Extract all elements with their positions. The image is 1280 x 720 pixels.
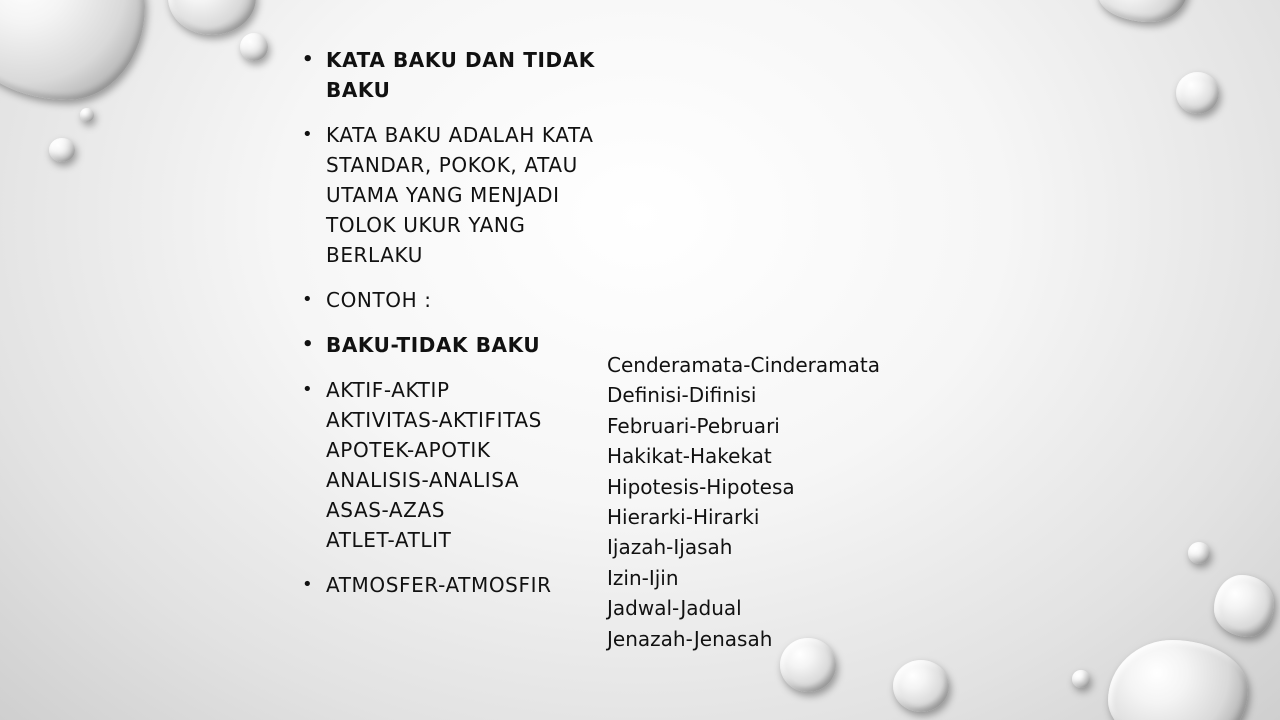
bullet-list <box>302 45 612 615</box>
bullet-line: • KATA BAKU DAN TIDAK <box>326 48 595 72</box>
word-pair: Jadwal-Jadual <box>607 596 742 621</box>
bullet-line: • ATMOSFER-ATMOSFIR <box>326 573 552 597</box>
bullet-line: • CONTOH : <box>326 288 432 312</box>
bullet-line: BERLAKU <box>326 243 423 267</box>
water-drop-decoration <box>0 0 145 100</box>
bullet-line: • BAKU-TIDAK BAKU <box>326 333 541 357</box>
word-pair: Ijazah-Ijasah <box>607 535 733 560</box>
water-drop-decoration <box>893 660 949 712</box>
word-pair: Jenazah-Jenasah <box>607 626 773 651</box>
water-drop-decoration <box>1214 575 1274 637</box>
water-drop-decoration <box>80 108 94 122</box>
word-pair-list <box>607 350 907 654</box>
bullet-line: ANALISIS-ANALISA <box>326 468 520 492</box>
bullet-item-heading <box>302 330 612 360</box>
bullet-line: ASAS-AZAS <box>326 498 446 522</box>
word-pair: Hipotesis-Hipotesa <box>607 474 795 499</box>
bullet-item-pair <box>302 570 612 600</box>
water-drop-decoration <box>1108 640 1248 720</box>
bullet-line: ATLET-ATLIT <box>326 528 452 552</box>
water-drop-decoration <box>1188 542 1210 564</box>
water-drop-decoration <box>49 138 75 162</box>
bullet-item-example <box>302 285 612 315</box>
bullet-line: TOLOK UKUR YANG <box>326 213 526 237</box>
water-drop-decoration <box>168 0 256 35</box>
bullet-item-definition <box>302 120 612 270</box>
word-pair: Hakikat-Hakekat <box>607 444 772 469</box>
word-pair: Izin-Ijin <box>607 565 679 590</box>
bullet-line: BAKU <box>326 78 391 102</box>
water-drop-decoration <box>240 33 268 61</box>
bullet-line: STANDAR, POKOK, ATAU <box>326 153 578 177</box>
bullet-item-pairs <box>302 375 612 555</box>
bullet-line: • KATA BAKU ADALAH KATA <box>326 123 594 147</box>
bullet-line: APOTEK-APOTIK <box>326 438 491 462</box>
water-drop-decoration <box>1072 670 1090 688</box>
bullet-line: AKTIVITAS-AKTIFITAS <box>326 408 542 432</box>
word-pair: Definisi-Difinisi <box>607 383 757 408</box>
water-drop-decoration <box>1098 0 1188 22</box>
bullet-item-title <box>302 45 612 105</box>
bullet-line: • AKTIF-AKTIP <box>326 378 450 402</box>
word-pair: Hierarki-Hirarki <box>607 505 760 530</box>
bullet-line: UTAMA YANG MENJADI <box>326 183 560 207</box>
water-drop-decoration <box>1176 72 1219 114</box>
word-pair: Februari-Pebruari <box>607 413 780 438</box>
word-pair: Cenderamata-Cinderamata <box>607 353 880 377</box>
